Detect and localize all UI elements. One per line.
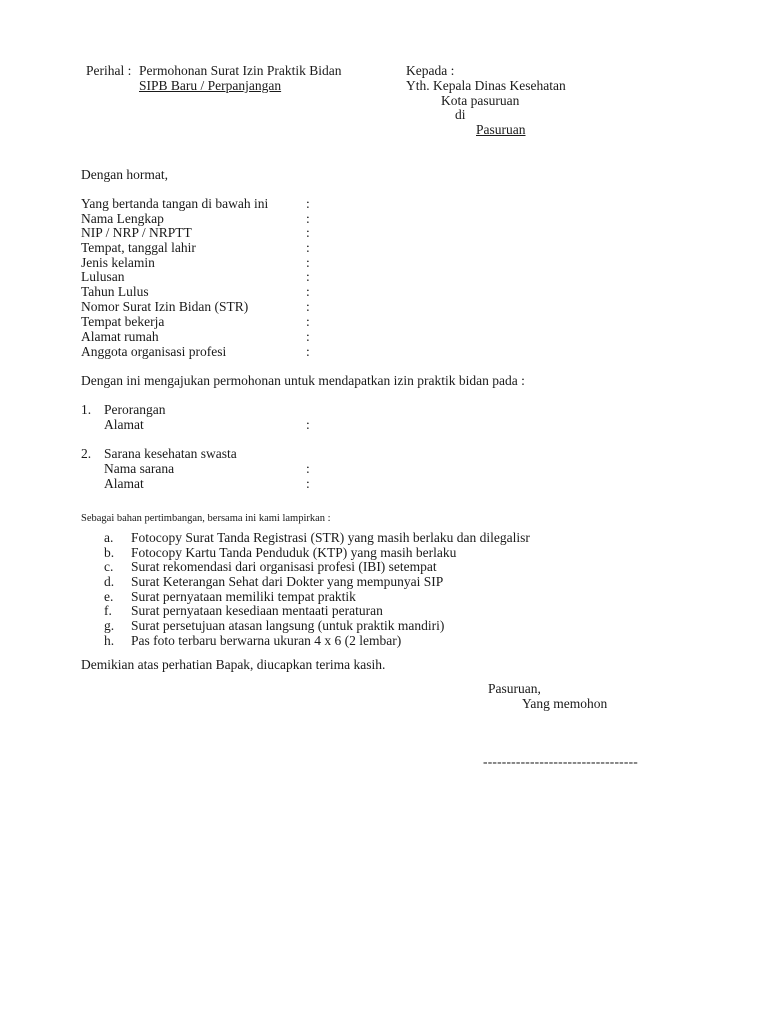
option-title: Sarana kesehatan swasta	[104, 446, 237, 461]
attachment-text: Fotocopy Surat Tanda Registrasi (STR) yang masih berlaku dan dilegalisr	[131, 530, 530, 545]
recipient-di: di	[455, 107, 466, 122]
attachments-intro: Sebagai bahan pertimbangan, bersama ini kami lampirkan :	[81, 513, 331, 524]
field-colon: :	[306, 255, 310, 270]
attachment-letter: b.	[104, 545, 115, 560]
attachment-letter: d.	[104, 574, 115, 589]
attachment-item	[104, 559, 624, 574]
field-colon: :	[306, 211, 310, 226]
field-label: Nomor Surat Izin Bidan (STR)	[81, 299, 249, 314]
recipient-city: Kota pasuruan	[441, 93, 520, 108]
attachment-letter: e.	[104, 589, 114, 604]
field-row	[81, 344, 481, 359]
field-row	[81, 225, 481, 240]
attachment-item	[104, 530, 624, 545]
subfield-colon: :	[306, 461, 310, 476]
option-number: 1.	[81, 402, 92, 417]
perihal-text: Permohonan Surat Izin Praktik Bidan	[139, 63, 342, 78]
attachment-item	[104, 589, 624, 604]
attachment-item	[104, 574, 624, 589]
attachment-text: Surat Keterangan Sehat dari Dokter yang mempunyai SIP	[131, 574, 444, 589]
attachment-item	[104, 633, 624, 648]
field-row	[81, 211, 481, 226]
option-title: Perorangan	[104, 402, 166, 417]
field-label: Tahun Lulus	[81, 284, 149, 299]
field-label: Tempat, tanggal lahir	[81, 240, 196, 255]
attachment-text: Surat persetujuan atasan langsung (untuk praktik mandiri)	[131, 618, 445, 633]
field-row	[81, 269, 481, 284]
signature-line: ---------------------------------	[483, 754, 638, 769]
field-colon: :	[306, 344, 310, 359]
request-intro: Dengan ini mengajukan permohonan untuk mendapatkan izin praktik bidan pada :	[81, 373, 525, 388]
kepada-label: Kepada :	[406, 63, 455, 78]
closing-text: Demikian atas perhatian Bapak, diucapkan terima kasih.	[81, 657, 386, 672]
field-label: Jenis kelamin	[81, 255, 155, 270]
attachment-item	[104, 545, 624, 560]
subfield-label: Nama sarana	[104, 461, 175, 476]
option-item	[81, 402, 481, 417]
attachment-item	[104, 603, 624, 618]
field-label: Nama Lengkap	[81, 211, 164, 226]
attachment-letter: f.	[104, 603, 112, 618]
field-row	[81, 299, 481, 314]
attachment-letter: g.	[104, 618, 115, 633]
attachment-text: Surat rekomendasi dari organisasi profesi (IBI) setempat	[131, 559, 437, 574]
field-row	[81, 284, 481, 299]
attachment-text: Pas foto terbaru berwarna ukuran 4 x 6 (2 lembar)	[131, 633, 402, 648]
recipient-title: Yth. Kepala Dinas Kesehatan	[406, 78, 566, 93]
subfield-label: Alamat	[104, 417, 144, 432]
option-number: 2.	[81, 446, 92, 461]
field-colon: :	[306, 225, 310, 240]
field-label: Lulusan	[81, 269, 125, 284]
subfield-colon: :	[306, 476, 310, 491]
attachment-text: Surat pernyataan memiliki tempat praktik	[131, 589, 356, 604]
field-row	[81, 329, 481, 344]
attachment-item	[104, 618, 624, 633]
signature-role: Yang memohon	[522, 696, 608, 711]
field-colon: :	[306, 269, 310, 284]
field-label: NIP / NRP / NRPTT	[81, 225, 192, 240]
field-label: Anggota organisasi profesi	[81, 344, 227, 359]
option-subfield	[104, 417, 504, 432]
signature-place: Pasuruan,	[488, 681, 541, 696]
attachment-text: Fotocopy Kartu Tanda Penduduk (KTP) yang masih berlaku	[131, 545, 457, 560]
attachment-text: Surat pernyataan kesediaan mentaati peraturan	[131, 603, 383, 618]
field-colon: :	[306, 240, 310, 255]
attachment-letter: a.	[104, 530, 114, 545]
perihal-label: Perihal :	[86, 63, 132, 78]
field-colon: :	[306, 299, 310, 314]
field-row	[81, 240, 481, 255]
field-label: Tempat bekerja	[81, 314, 165, 329]
field-colon: :	[306, 284, 310, 299]
perihal-sub: SIPB Baru / Perpanjangan	[139, 78, 282, 93]
option-subfield	[104, 476, 504, 491]
option-subfield	[104, 461, 504, 476]
greeting: Dengan hormat,	[81, 167, 168, 182]
subfield-colon: :	[306, 417, 310, 432]
field-colon: :	[306, 314, 310, 329]
field-row	[81, 196, 481, 211]
field-row	[81, 255, 481, 270]
option-item	[81, 446, 481, 461]
subfield-label: Alamat	[104, 476, 144, 491]
field-label: Alamat rumah	[81, 329, 159, 344]
recipient-place: Pasuruan	[476, 122, 526, 137]
field-colon: :	[306, 329, 310, 344]
field-label: Yang bertanda tangan di bawah ini	[81, 196, 269, 211]
attachment-letter: h.	[104, 633, 115, 648]
field-colon: :	[306, 196, 310, 211]
field-row	[81, 314, 481, 329]
attachment-letter: c.	[104, 559, 114, 574]
